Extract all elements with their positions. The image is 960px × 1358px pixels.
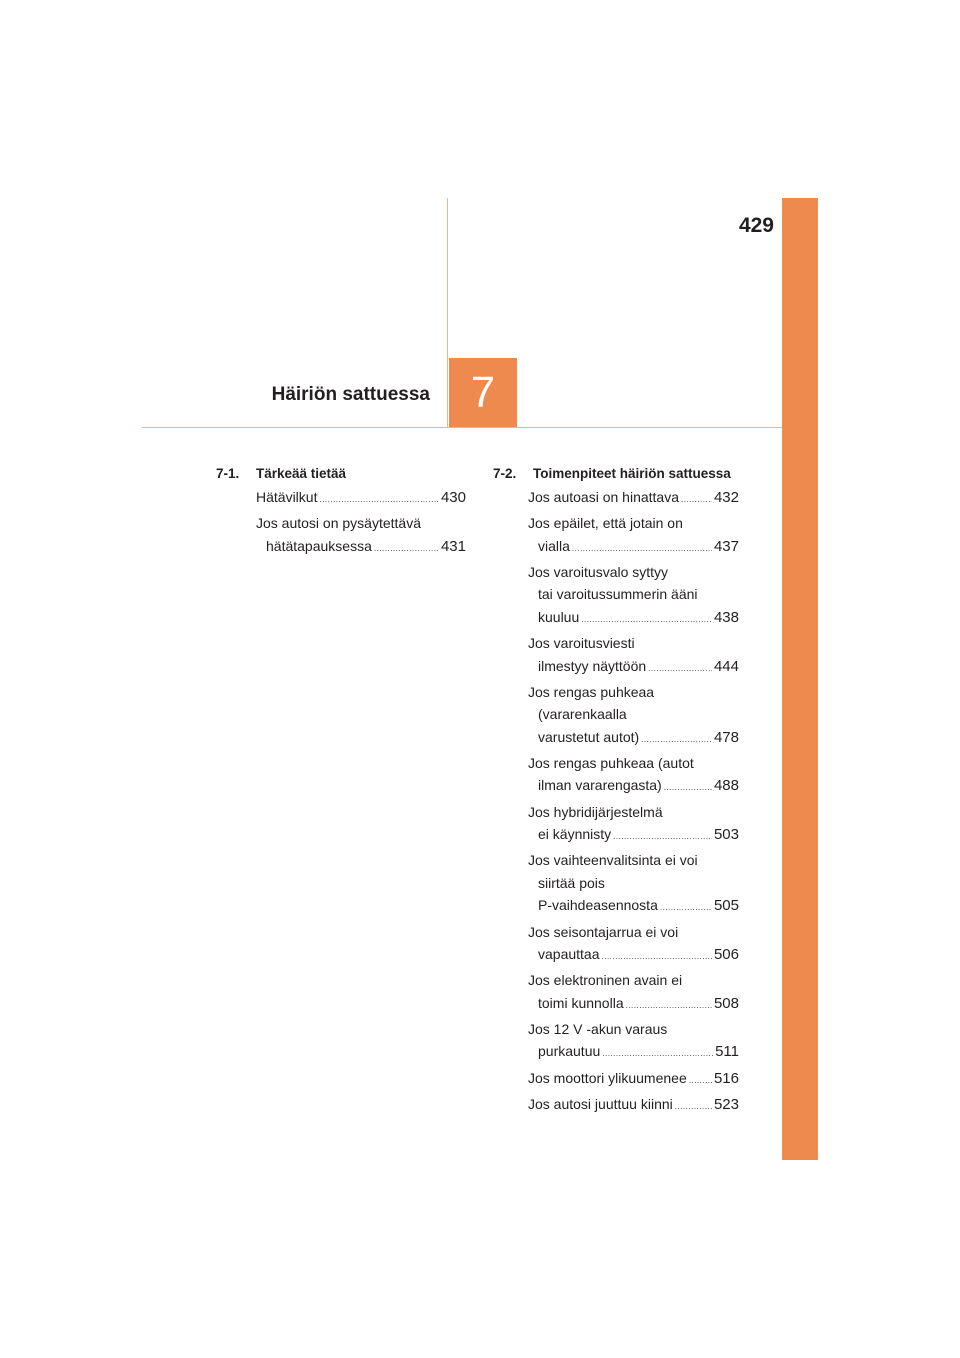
toc-page-number: 511	[715, 1043, 739, 1061]
dot-leader	[602, 946, 712, 969]
toc-entry[interactable]	[528, 681, 739, 752]
toc-section	[216, 462, 466, 561]
toc-entry[interactable]	[256, 512, 466, 560]
toc-entry-line	[528, 872, 739, 895]
toc-entry-line	[528, 921, 739, 944]
toc-entry-line	[528, 823, 739, 849]
toc-entry[interactable]	[528, 849, 739, 920]
toc-entry-line	[528, 849, 739, 872]
toc-entry-text: Hätävilkut	[256, 489, 318, 505]
toc-entry[interactable]	[528, 1018, 739, 1066]
toc-entry-text: ei käynnisty	[538, 826, 612, 843]
toc-entry-text: varustetut autot)	[538, 728, 640, 745]
toc-entry-line	[528, 703, 739, 726]
toc-entry-line	[528, 1040, 739, 1066]
dot-leader	[626, 995, 712, 1018]
dot-leader	[675, 1096, 712, 1119]
chapter-number-box: 7	[449, 358, 517, 427]
toc-entry-text: P-vaihdeasennosta	[538, 897, 658, 914]
page-number: 429	[738, 214, 774, 237]
toc-entry-line	[256, 535, 466, 561]
toc-entry-text: kuuluu	[538, 608, 580, 625]
toc-page-number: 523	[713, 1095, 739, 1113]
toc-entries	[256, 486, 466, 560]
toc-entry[interactable]	[528, 752, 739, 800]
toc-entry-line	[528, 1018, 739, 1041]
toc-page-number: 444	[713, 657, 739, 675]
dot-leader	[664, 777, 712, 800]
toc-entry-text: Jos moottori ylikuumenee	[528, 1069, 687, 1086]
toc-entry-line	[528, 583, 739, 606]
section-title: Tärkeää tietää	[256, 465, 347, 481]
dot-leader	[648, 658, 712, 681]
toc-page-number: 438	[713, 608, 739, 626]
toc-entry-text: Jos rengas puhkeaa	[528, 683, 655, 700]
toc-entry[interactable]	[528, 1093, 739, 1119]
toc-entry-line	[528, 801, 739, 824]
toc-entry-line	[528, 726, 739, 752]
toc-entry-line	[528, 606, 739, 632]
toc-entry-text: Jos varoitusvalo syttyy	[528, 563, 669, 580]
toc-entry-line	[528, 1093, 739, 1119]
section-heading	[493, 462, 739, 484]
toc-entry[interactable]	[528, 486, 739, 512]
dot-leader	[681, 489, 712, 512]
toc-entry-text: vapauttaa	[538, 946, 600, 962]
toc-entry[interactable]	[528, 561, 739, 632]
toc-page-number: 505	[713, 897, 739, 915]
dot-leader	[641, 729, 712, 752]
toc-entry[interactable]	[528, 921, 739, 969]
toc-entry-text: Jos vaihteenvalitsinta ei voi	[528, 852, 698, 869]
toc-entry-text: siirtää pois	[538, 874, 605, 891]
toc-entry-line	[528, 535, 739, 561]
toc-entry[interactable]	[528, 969, 739, 1017]
toc-entry-text: Jos seisontajarrua ei voi	[528, 923, 679, 940]
toc-entry-text: hätätapauksessa	[266, 537, 372, 554]
toc-entry-line	[528, 632, 739, 655]
toc-entry-text: Jos varoitusviesti	[528, 635, 635, 652]
toc-entry-text: Jos hybridijärjestelmä	[528, 803, 663, 820]
toc-entry-text: vialla	[538, 537, 570, 554]
toc-entry-line	[528, 681, 739, 704]
toc-entry-text: Jos elektroninen avain ei	[528, 972, 683, 989]
dot-leader	[581, 609, 712, 632]
toc-page-number: 437	[713, 537, 739, 555]
toc-entry-text: ilmestyy näyttöön	[538, 657, 647, 674]
toc-entry-line	[528, 752, 739, 775]
toc-entry-line	[528, 1067, 739, 1093]
toc-page-number: 503	[713, 826, 739, 844]
toc-entry-text: Jos autosi juuttuu kiinni	[528, 1095, 673, 1112]
toc-entry-line	[528, 943, 739, 969]
toc-entry-text: (vararenkaalla	[538, 706, 627, 723]
chapter-side-tab	[782, 198, 818, 1160]
toc-page-number: 431	[440, 537, 466, 555]
toc-entry-line	[528, 992, 739, 1018]
toc-entry-text: Jos rengas puhkeaa (autot	[528, 754, 694, 771]
toc-entry-line	[528, 894, 739, 920]
toc-entry-text: Jos 12 V -akun varaus	[528, 1020, 668, 1037]
dot-leader	[602, 1043, 713, 1066]
toc-page-number: 506	[713, 946, 739, 963]
dot-leader	[374, 538, 439, 561]
toc-entry-line	[256, 486, 466, 512]
toc-entry-line	[528, 969, 739, 992]
toc-page-number: 432	[713, 489, 739, 506]
chapter-title: Häiriön sattuessa	[271, 384, 430, 405]
toc-entry-line	[528, 561, 739, 584]
toc-section	[493, 462, 739, 1119]
dot-leader	[572, 538, 712, 561]
toc-page-number: 508	[713, 994, 739, 1012]
section-number: 7-1.	[216, 465, 240, 481]
toc-entry-line	[528, 486, 739, 512]
toc-entry-line	[528, 655, 739, 681]
toc-page-number: 478	[713, 728, 739, 746]
toc-entry[interactable]	[528, 632, 739, 680]
toc-entry-text: Jos autosi on pysäytettävä	[256, 515, 421, 532]
dot-leader	[689, 1070, 712, 1093]
toc-entry-text: purkautuu	[538, 1043, 601, 1060]
dot-leader	[660, 897, 712, 920]
toc-entry-text: Jos epäilet, että jotain on	[528, 515, 683, 532]
toc-entry-text: tai varoitussummerin ääni	[538, 586, 698, 603]
toc-entry-text: toimi kunnolla	[538, 994, 624, 1011]
toc-page-number: 430	[440, 489, 466, 506]
section-title: Toimenpiteet häiriön sattuessa	[533, 465, 731, 481]
header-vertical-rule	[447, 198, 448, 428]
toc-page-number: 516	[713, 1069, 739, 1087]
dot-leader	[319, 489, 439, 512]
toc-entry-text: Jos autoasi on hinattava	[528, 489, 679, 505]
toc-entry-line	[256, 512, 466, 535]
toc-entry[interactable]	[528, 801, 739, 849]
toc-page-number: 488	[713, 777, 739, 795]
toc-entry[interactable]	[528, 512, 739, 560]
section-heading	[216, 462, 466, 484]
toc-entry[interactable]	[528, 1067, 739, 1093]
toc-entry-line	[528, 512, 739, 535]
dot-leader	[613, 826, 712, 849]
toc-entry[interactable]	[256, 486, 466, 512]
toc-entries	[528, 486, 739, 1118]
header-horizontal-rule	[142, 427, 782, 428]
section-number: 7-2.	[493, 465, 517, 481]
toc-entry-text: ilman vararengasta)	[538, 777, 662, 794]
toc-entry-line	[528, 774, 739, 800]
